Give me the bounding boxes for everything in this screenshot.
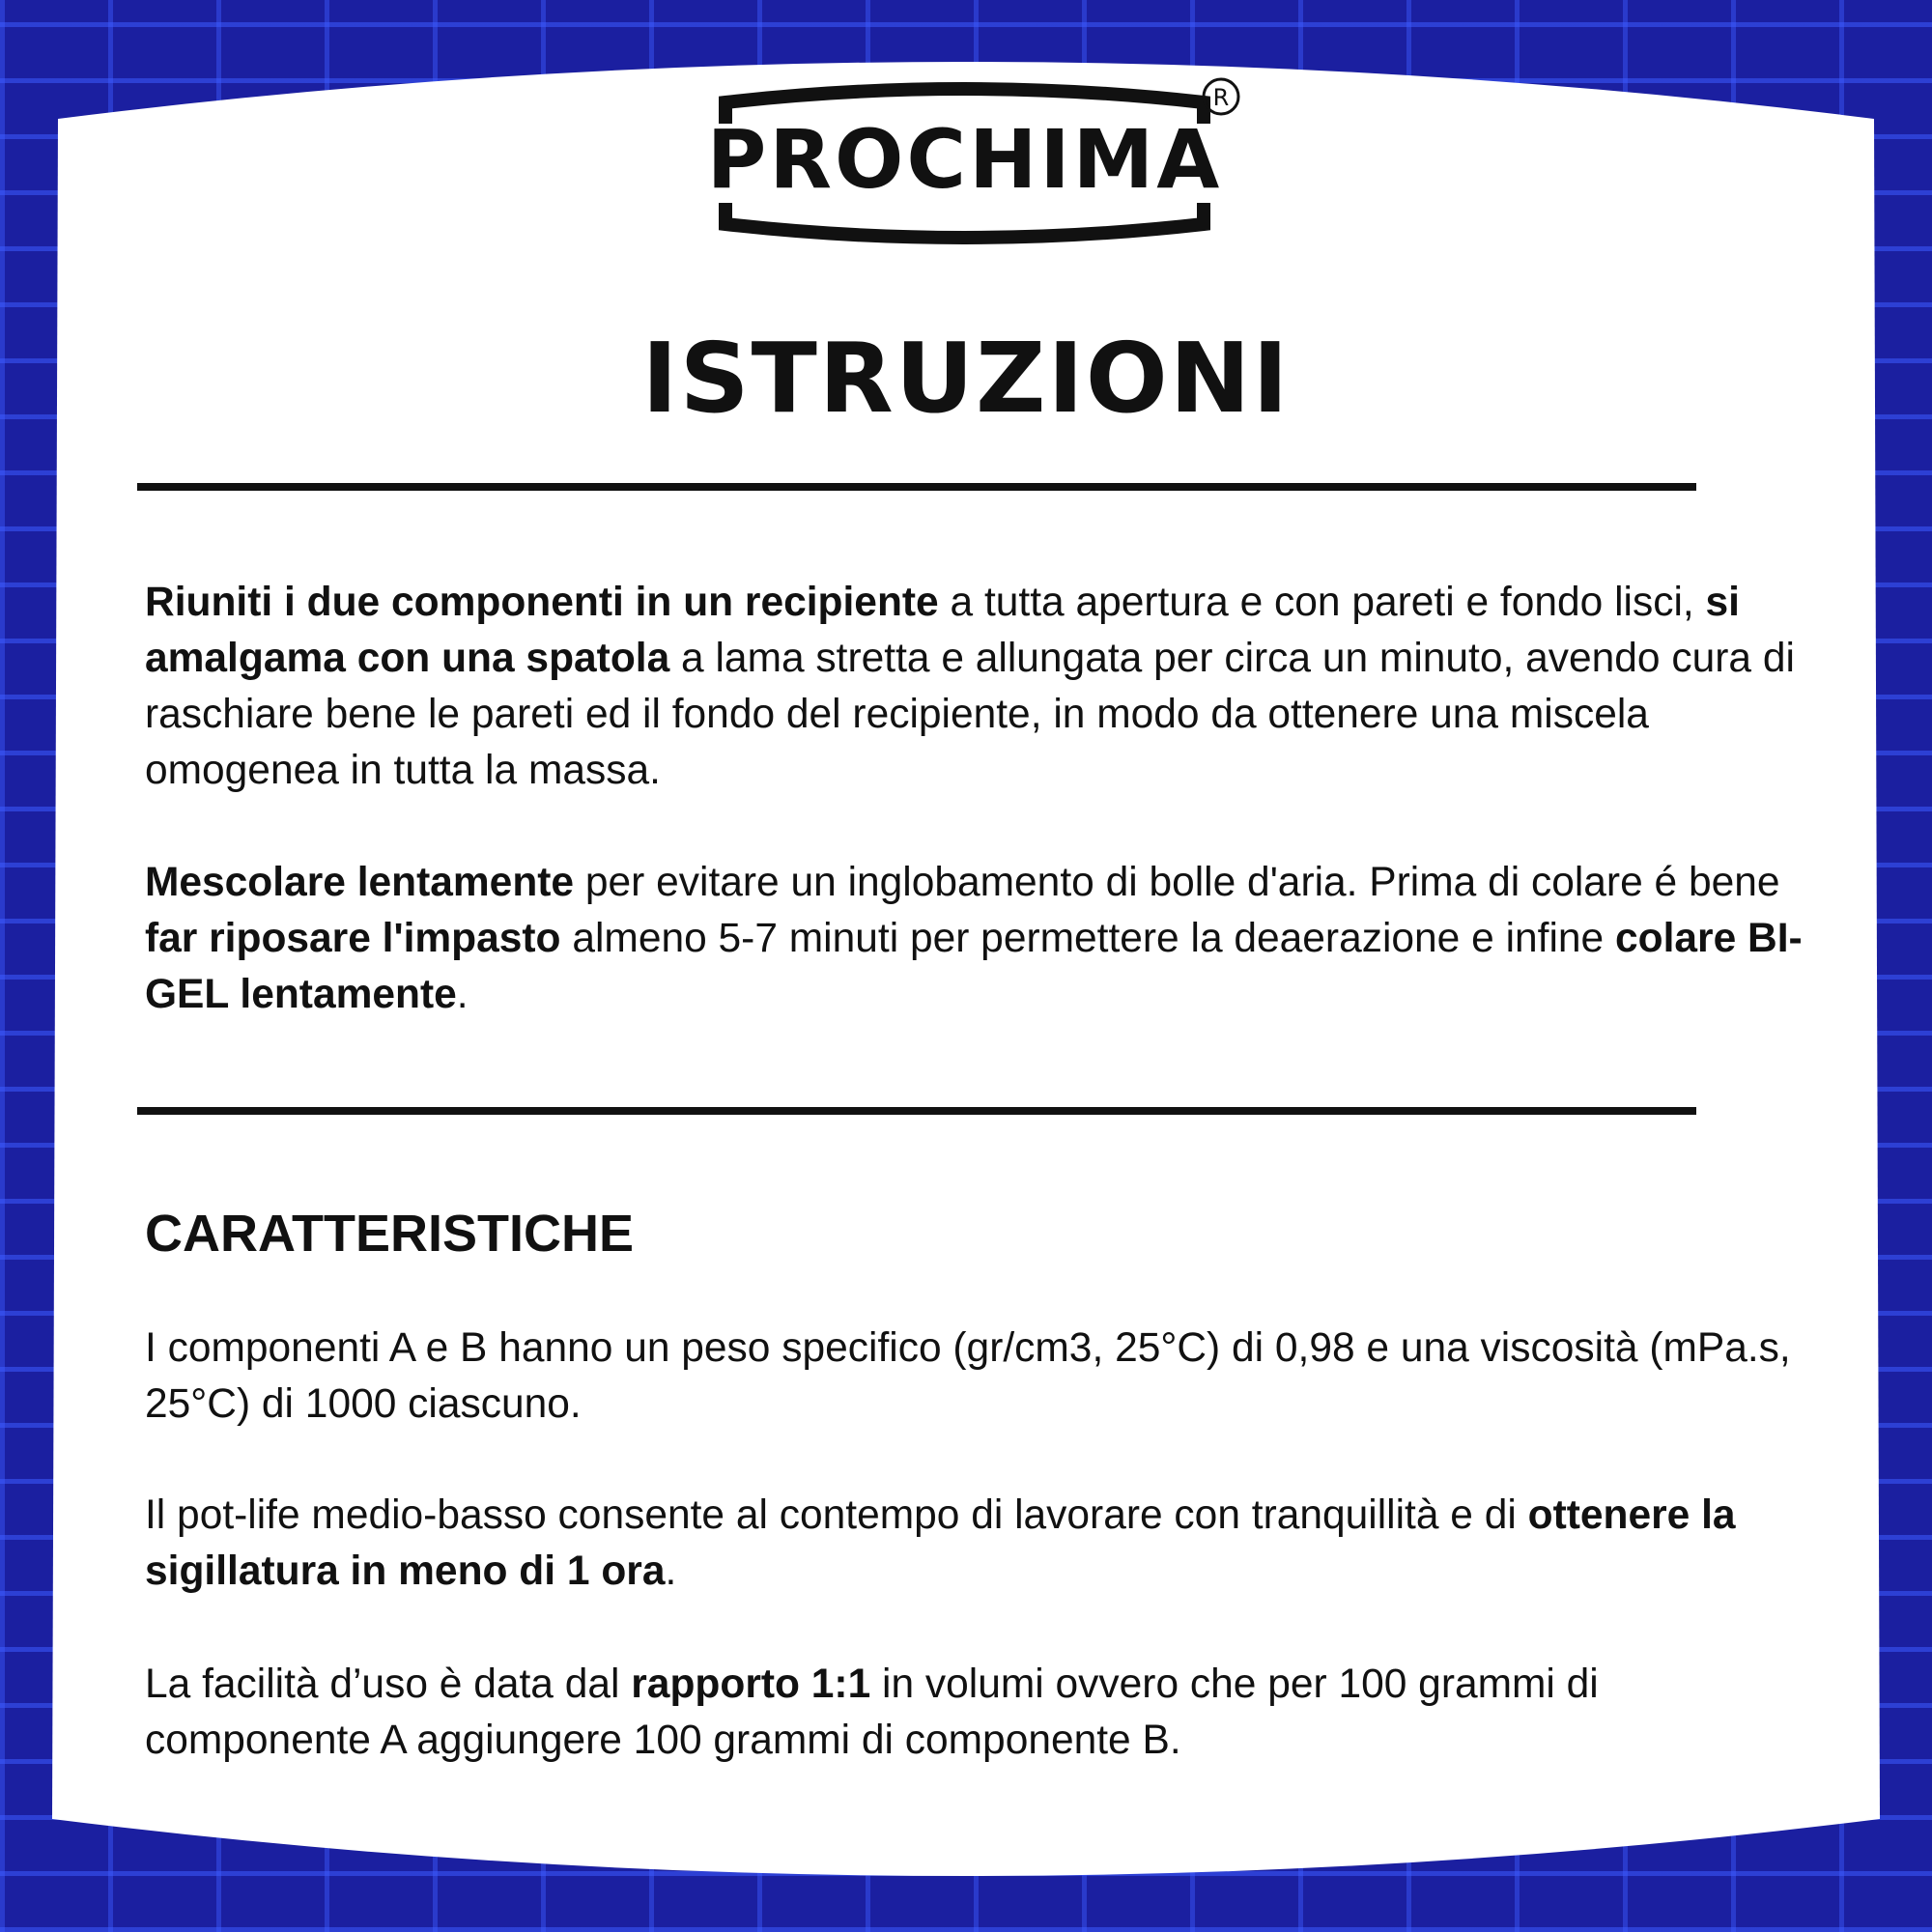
emphasized-text: Mescolare lentamente xyxy=(145,860,575,905)
characteristics-paragraph-3 xyxy=(145,1657,1806,1769)
body-text: La facilità d’uso è data dal xyxy=(145,1662,632,1707)
body-text: almeno 5-7 minuti per permettere la deaerazione e infine xyxy=(560,916,1615,961)
characteristics-paragraph-2 xyxy=(145,1488,1806,1600)
brand-name: PROCHIMA xyxy=(706,112,1223,207)
body-text: . xyxy=(456,972,469,1017)
emphasized-text: colare BI-GEL lentamente xyxy=(145,916,1803,1017)
emphasized-text: far riposare l'impasto xyxy=(145,916,561,961)
body-text: per evitare un inglobamento di bolle d'aria. Prima di colare é bene xyxy=(574,860,1780,905)
body-text: in volumi ovvero che per 100 grammi di componente A aggiungere 100 grammi di componente B. xyxy=(145,1662,1599,1763)
characteristics-paragraph-1 xyxy=(145,1321,1806,1433)
characteristics-heading: CARATTERISTICHE xyxy=(145,1205,634,1263)
emphasized-text: rapporto 1:1 xyxy=(631,1662,871,1707)
body-text: Il pot-life medio-basso consente al contempo di lavorare con tranquillità e di xyxy=(145,1492,1528,1538)
divider-top xyxy=(137,483,1696,491)
divider-middle xyxy=(137,1107,1696,1115)
body-text: I componenti A e B hanno un peso specifico (gr/cm3, 25°C) di 0,98 e una viscosità (mPa.s, 25°C) di 1000 ciascuno. xyxy=(145,1325,1791,1427)
body-text: a tutta apertura e con pareti e fondo lisci, xyxy=(938,580,1706,625)
body-text: . xyxy=(665,1548,677,1594)
page-title: ISTRUZIONI xyxy=(641,322,1291,435)
registered-mark: R xyxy=(1212,84,1230,111)
prochima-logo xyxy=(663,75,1266,244)
instructions-paragraph-1 xyxy=(145,575,1806,799)
instructions-paragraph-2 xyxy=(145,855,1806,1023)
emphasized-text: Riuniti i due componenti in un recipiente xyxy=(145,580,939,625)
body-text: a lama stretta e allungata per circa un minuto, avendo cura di raschiare bene le pareti ed il fondo del recipiente, in modo da ottenere una miscela omogenea in tutta la massa. xyxy=(145,636,1795,793)
emphasized-text: si amalgama con una spatola xyxy=(145,580,1740,681)
emphasized-text: ottenere la sigillatura in meno di 1 ora xyxy=(145,1492,1736,1594)
